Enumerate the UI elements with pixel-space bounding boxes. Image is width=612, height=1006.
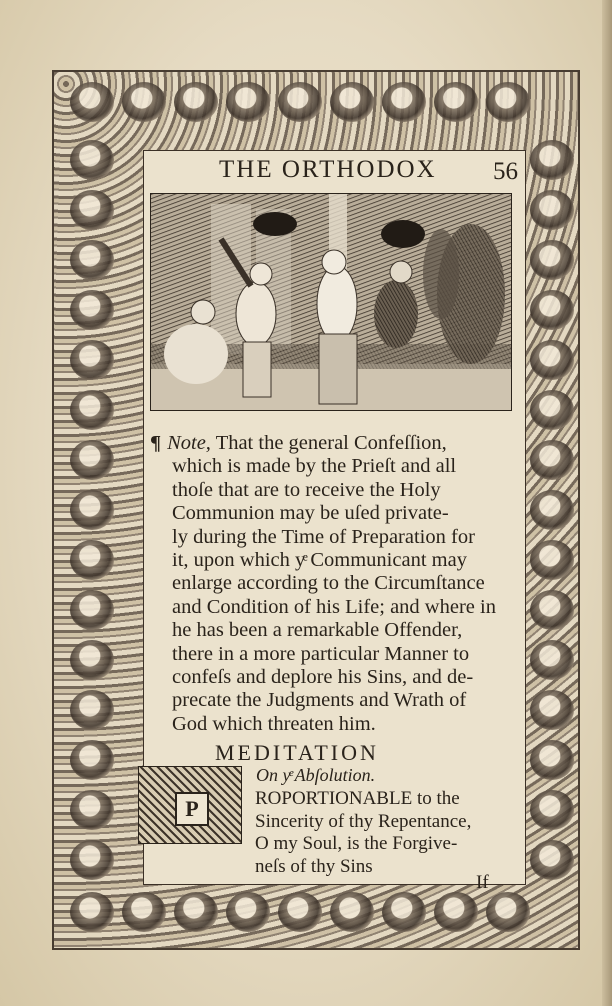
cherub-head-icon	[70, 190, 114, 230]
cherub-head-icon	[70, 240, 114, 280]
cherub-head-icon	[530, 590, 574, 630]
cherub-head-icon	[530, 190, 574, 230]
cherub-head-icon	[530, 140, 574, 180]
cherub-head-icon	[70, 690, 114, 730]
cherub-head-icon	[122, 892, 166, 932]
cherub-head-icon	[530, 840, 574, 880]
cherub-head-icon	[122, 82, 166, 122]
note-line: and Condition of his Life; and where in	[172, 595, 496, 618]
meditation-text	[255, 788, 515, 878]
note-line: confeſs and deplore his Sins, and de-	[172, 666, 474, 689]
cherub-head-icon	[70, 490, 114, 530]
ornamental-initial	[138, 766, 242, 844]
meditation-line: neſs of thy Sins	[255, 855, 373, 877]
cherub-head-icon	[278, 82, 322, 122]
note-line: it, upon which yͤ Communicant may	[172, 549, 467, 572]
meditation-line: Sincerity of thy Repentance,	[255, 810, 472, 832]
cherub-head-icon	[486, 82, 530, 122]
cherub-head-icon	[70, 640, 114, 680]
note-line: he has been a remarkable Offender,	[172, 619, 463, 642]
cherub-head-icon	[70, 790, 114, 830]
cherub-head-icon	[70, 892, 114, 932]
cherub-head-icon	[382, 892, 426, 932]
cherub-head-icon	[486, 892, 530, 932]
cherub-head-icon	[330, 82, 374, 122]
note-first-line	[150, 432, 515, 455]
cherub-head-icon	[530, 690, 574, 730]
cherub-head-icon	[530, 640, 574, 680]
cherub-head-icon	[70, 740, 114, 780]
cherub-head-icon	[70, 440, 114, 480]
cherub-head-icon	[174, 892, 218, 932]
cherub-head-icon	[382, 82, 426, 122]
cherub-head-icon	[70, 340, 114, 380]
note-lead-word: Note,	[167, 432, 211, 454]
cherub-head-icon	[530, 740, 574, 780]
meditation-heading: MEDITATION	[215, 740, 379, 765]
meditation-subtitle: On yͤ Abſolution.	[256, 765, 376, 785]
cherub-head-icon	[530, 490, 574, 530]
pilcrow-mark: ¶	[150, 432, 162, 454]
note-line: thoſe that are to receive the Holy	[172, 478, 441, 501]
cherub-head-icon	[70, 290, 114, 330]
note-line: God which threaten him.	[172, 712, 376, 735]
page-edge	[602, 0, 612, 1006]
note-line: which is made by the Prieſt and all	[172, 455, 457, 478]
cherub-head-icon	[70, 840, 114, 880]
cherub-head-icon	[530, 340, 574, 380]
cherub-head-icon	[70, 590, 114, 630]
cherub-head-icon	[70, 390, 114, 430]
cherub-head-icon	[434, 82, 478, 122]
note-line: That the general Confeſſion,	[215, 432, 447, 454]
cherub-head-icon	[530, 290, 574, 330]
cherub-head-icon	[226, 892, 270, 932]
page-number: 56	[493, 158, 518, 185]
cherub-head-icon	[278, 892, 322, 932]
note-paragraph	[150, 432, 515, 736]
flagellation-engraving-icon	[150, 193, 512, 411]
running-title: THE ORTHODOX	[219, 156, 437, 183]
meditation-line: ROPORTIONABLE to the	[255, 788, 460, 809]
cherub-head-icon	[70, 540, 114, 580]
running-header	[143, 152, 526, 190]
meditation-line: O my Soul, is the Forgive-	[255, 833, 458, 854]
note-line: ly during the Time of Preparation for	[172, 525, 475, 548]
cherub-head-icon	[434, 892, 478, 932]
note-line: precate the Judgments and Wrath of	[172, 689, 467, 712]
cherub-head-icon	[530, 390, 574, 430]
cherub-head-icon	[530, 790, 574, 830]
note-line: Communion may be uſed private-	[172, 502, 449, 525]
cherub-head-icon	[530, 540, 574, 580]
cherub-head-icon	[70, 82, 114, 122]
cherub-head-icon	[174, 82, 218, 122]
cherub-head-icon	[330, 892, 374, 932]
cherub-head-icon	[226, 82, 270, 122]
cherub-head-icon	[530, 240, 574, 280]
catchword: If	[476, 872, 489, 893]
note-line: enlarge according to the Circumſtance	[172, 572, 485, 595]
dropcap-letter: P	[175, 792, 209, 826]
note-line: there in a more particular Manner to	[172, 642, 470, 665]
cherub-head-icon	[530, 440, 574, 480]
cherub-head-icon	[70, 140, 114, 180]
